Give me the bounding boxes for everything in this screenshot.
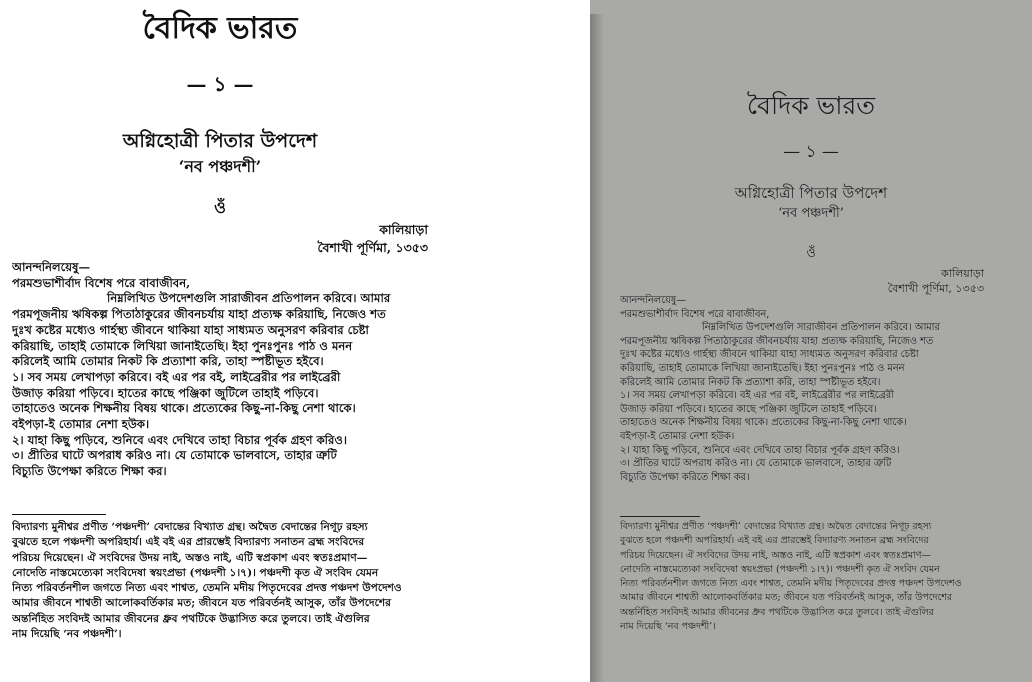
letter-line: বইপড়া-ই তোমার নেশা হউক। <box>620 430 735 442</box>
footnote-line: বুঝতে হলে পঞ্চদশী অপরিহার্য। এই বই এর প্রারম্ভেই বিদ্যারণ্য সনাতন ব্রহ্ম সংবিদের <box>12 536 365 549</box>
footnote-line: আমার জীবনে শাশ্বতী আলোকবর্তিকার মত; জীবনে যত পরিবর্তনই আসুক, তাঁর উপদেশের <box>12 597 391 610</box>
section-heading: অগ্নিহোত্রী পিতার উপদেশ <box>734 184 888 202</box>
section-subheading: ‘নব পঞ্চদশী’ <box>178 157 262 176</box>
footnote-line: নোদেতি নাস্তমেত্যেকা সংবিদেষা স্বয়ংপ্রভা (পঞ্চদশী ১।৭)। পঞ্চদশী কৃত ঐ সংবিদ যেমন <box>12 566 379 579</box>
footnote <box>12 520 430 642</box>
letter-line: ২। যাহা কিছু পড়িবে, শুনিবে এবং দেখিবে তাহা বিচার পূর্বক গ্রহণ করিও। <box>620 444 900 456</box>
letter-line: করিয়াছি, তাহাই তোমাকে লিখিয়া জানাইতেছি। ইহা পুনঃপুনঃ পাঠ ও মনন <box>620 362 905 374</box>
letter-place: কালিয়াড়া <box>941 267 984 280</box>
page-title: বৈদিক ভারত <box>142 11 298 46</box>
footnote-line: আমার জীবনে শাশ্বতী আলোকবর্তিকার মত; জীবনে যত পরিবর্তনই আসুক, তাঁর উপদেশের <box>620 592 952 604</box>
footnote-line: নিত্য পরিবর্তনশীল জগতে নিত্য এবং শাশ্বত, তেমনি মদীয় পিতৃদেবের প্রদত্ত পঞ্চদশ উপদেশও <box>620 578 962 590</box>
footnote-line: পরিচয় দিয়েছেন। ঐ সংবিদের উদয় নাই, অস্তও নাই, এটি স্বপ্রকাশ এবং স্বতঃপ্রমাণ— <box>620 549 931 561</box>
footnote-line: বিদ্যারণ্য মুনীশ্বর প্রণীত ‘পঞ্চদশী’ বেদান্তের বিখ্যাত গ্রন্থ। অদ্বৈত বেদান্তের নিগূঢ় রহস্য <box>12 521 368 533</box>
letter-line: পরমশুভাশীর্বাদ বিশেষ পরে বাবাজীবন, <box>12 275 191 290</box>
footnote-divider <box>620 516 700 517</box>
letter-line: পরমপূজনীয় ঋষিকল্প পিতাঠাকুরের জীবনচর্যায় যাহা প্রত্যক্ষ করিয়াছি, নিজেও শত <box>12 307 386 322</box>
letter-line: বইপড়া-ই তোমার নেশা হউক। <box>12 417 150 432</box>
letter-line: নিম্নলিখিত উপদেশগুলি সারাজীবন প্রতিপালন করিবে। আমার <box>702 322 940 334</box>
letter-line: উজাড় করিয়া পড়িবে। হাতের কাছে পঞ্জিকা জুটিলে তাহাই পড়িবে। <box>620 403 877 415</box>
letter-line: পরমশুভাশীর্বাদ বিশেষ পরে বাবাজীবন, <box>620 308 770 320</box>
footnote-line: নোদেতি নাস্তমেত্যেকা সংবিদেষা স্বয়ংপ্রভা (পঞ্চদশী ১।৭)। পঞ্চদশী কৃত ঐ সংবিদ যেমন <box>620 563 940 575</box>
footnote-line: অন্তর্নিহিত সংবিদই আমার জীবনের ধ্রুব পথটিকে উদ্ভাসিত করে তুলবে। তাই ঐগুলির <box>12 612 370 625</box>
letter-line: নিম্নলিখিত উপদেশগুলি সারাজীবন প্রতিপালন করিবে। আমার <box>107 291 391 306</box>
book-gutter-shadow <box>590 14 604 682</box>
page-right <box>590 0 1032 682</box>
letter-line: করিয়াছি, তাহাই তোমাকে লিখিয়া জানাইতেছি। ইহা পুনঃপুনঃ পাঠ ও মনন <box>12 338 353 353</box>
letter-line: তাহাতেও অনেক শিক্ষনীয় বিষয় থাকে। প্রত্যেকের কিছু-না-কিছু নেশা থাকে। <box>620 417 907 429</box>
letter-line: ১। সব সময় লেখাপড়া করিবে। বই এর পর বই, লাইব্রেরীর পর লাইব্রেরী <box>620 390 894 402</box>
page-left <box>0 0 440 682</box>
letter-line: করিলেই আমি তোমার নিকট কি প্রত্যাশা করি, তাহা স্পষ্টীভূত হইবে। <box>620 376 881 388</box>
footnote-divider <box>12 514 106 515</box>
letter-line: ৩। প্রীতির ঘাটে অপরাধ করিও না। যে তোমাকে ভালবাসে, তাহার ত্রুটি <box>620 458 892 470</box>
letter-date: বৈশাখী পূর্ণিমা, ১৩৫৩ <box>887 282 984 295</box>
page-title: বৈদিক ভারত <box>746 91 876 120</box>
letter-line: করিলেই আমি তোমার নিকট কি প্রত্যাশা করি, তাহা স্পষ্টীভূত হইবে। <box>12 354 324 369</box>
section-subheading: ‘নব পঞ্চদশী’ <box>778 206 844 221</box>
footnote-line: নিত্য পরিবর্তনশীল জগতে নিত্য এবং শাশ্বত, তেমনি মদীয় পিতৃদেবের প্রদত্ত পঞ্চদশ উপদেশও <box>12 582 402 595</box>
letter-line: উজাড় করিয়া পড়িবে। হাতের কাছে পঞ্জিকা জুটিলে তাহাই পড়িবে। <box>12 385 319 400</box>
footnote-line: অন্তর্নিহিত সংবিদই আমার জীবনের ধ্রুব পথটিকে উদ্ভাসিত করে তুলবে। তাই ঐগুলির <box>620 606 934 618</box>
chapter-number: — ১ — <box>783 142 839 162</box>
letter-place: কালিয়াড়া <box>379 222 428 237</box>
footnote-line: নাম দিয়েছি ‘নব পঞ্চদশী’। <box>12 628 122 641</box>
letter-line: দুঃখ কষ্টের মধ্যেও গার্হস্থ্য জীবনে থাকিয়া যাহা সাধ্যমত অনুসরণ করিবার চেষ্টা <box>12 322 369 337</box>
footnote <box>620 520 992 634</box>
letter-line: বিচ্যুতি উপেক্ষা করিতে শিক্ষা কর। <box>620 471 750 483</box>
om-symbol: ওঁ <box>214 198 226 217</box>
letter-line: আনন্দনিলয়েষু— <box>620 295 686 306</box>
section-heading: অগ্নিহোত্রী পিতার উপদেশ <box>122 130 318 152</box>
letter-line: দুঃখ কষ্টের মধ্যেও গার্হস্থ্য জীবনে থাকিয়া যাহা সাধ্যমত অনুসরণ করিবার চেষ্টা <box>620 349 919 361</box>
letter-body <box>620 294 992 484</box>
om-symbol: ওঁ <box>806 246 816 261</box>
footnote-line: বুঝতে হলে পঞ্চদশী অপরিহার্য। এই বই এর প্রারম্ভেই বিদ্যারণ্য সনাতন ব্রহ্ম সংবিদের <box>620 535 929 547</box>
footnote-line: বিদ্যারণ্য মুনীশ্বর প্রণীত ‘পঞ্চদশী’ বেদান্তের বিখ্যাত গ্রন্থ। অদ্বৈত বেদান্তের নিগূঢ় রহস্য <box>620 521 932 532</box>
letter-line: পরমপূজনীয় ঋষিকল্প পিতাঠাকুরের জীবনচর্যায় যাহা প্রত্যক্ষ করিয়াছি, নিজেও শত <box>620 335 934 347</box>
letter-line: ১। সব সময় লেখাপড়া করিবে। বই এর পর বই, লাইব্রেরীর পর লাইব্রেরী <box>12 369 341 384</box>
letter-line: তাহাতেও অনেক শিক্ষনীয় বিষয় থাকে। প্রত্যেকের কিছু-না-কিছু নেশা থাকে। <box>12 401 356 416</box>
letter-body <box>12 260 430 480</box>
letter-date: বৈশাখী পূর্ণিমা, ১৩৫৩ <box>317 240 428 255</box>
footnote-line: নাম দিয়েছি ‘নব পঞ্চদশী’। <box>620 621 716 633</box>
letter-line: ২। যাহা কিছু পড়িবে, শুনিবে এবং দেখিবে তাহা বিচার পূর্বক গ্রহণ করিও। <box>12 432 348 447</box>
letter-line: বিচ্যুতি উপেক্ষা করিতে শিক্ষা কর। <box>12 464 167 479</box>
chapter-number: — ১ — <box>186 72 254 96</box>
letter-line: আনন্দনিলয়েষু— <box>12 260 91 274</box>
letter-line: ৩। প্রীতির ঘাটে অপরাধ করিও না। যে তোমাকে ভালবাসে, তাহার ত্রুটি <box>12 448 337 463</box>
footnote-line: পরিচয় দিয়েছেন। ঐ সংবিদের উদয় নাই, অস্তও নাই, এটি স্বপ্রকাশ এবং স্বতঃপ্রমাণ— <box>12 551 368 564</box>
page-gap <box>440 0 590 682</box>
